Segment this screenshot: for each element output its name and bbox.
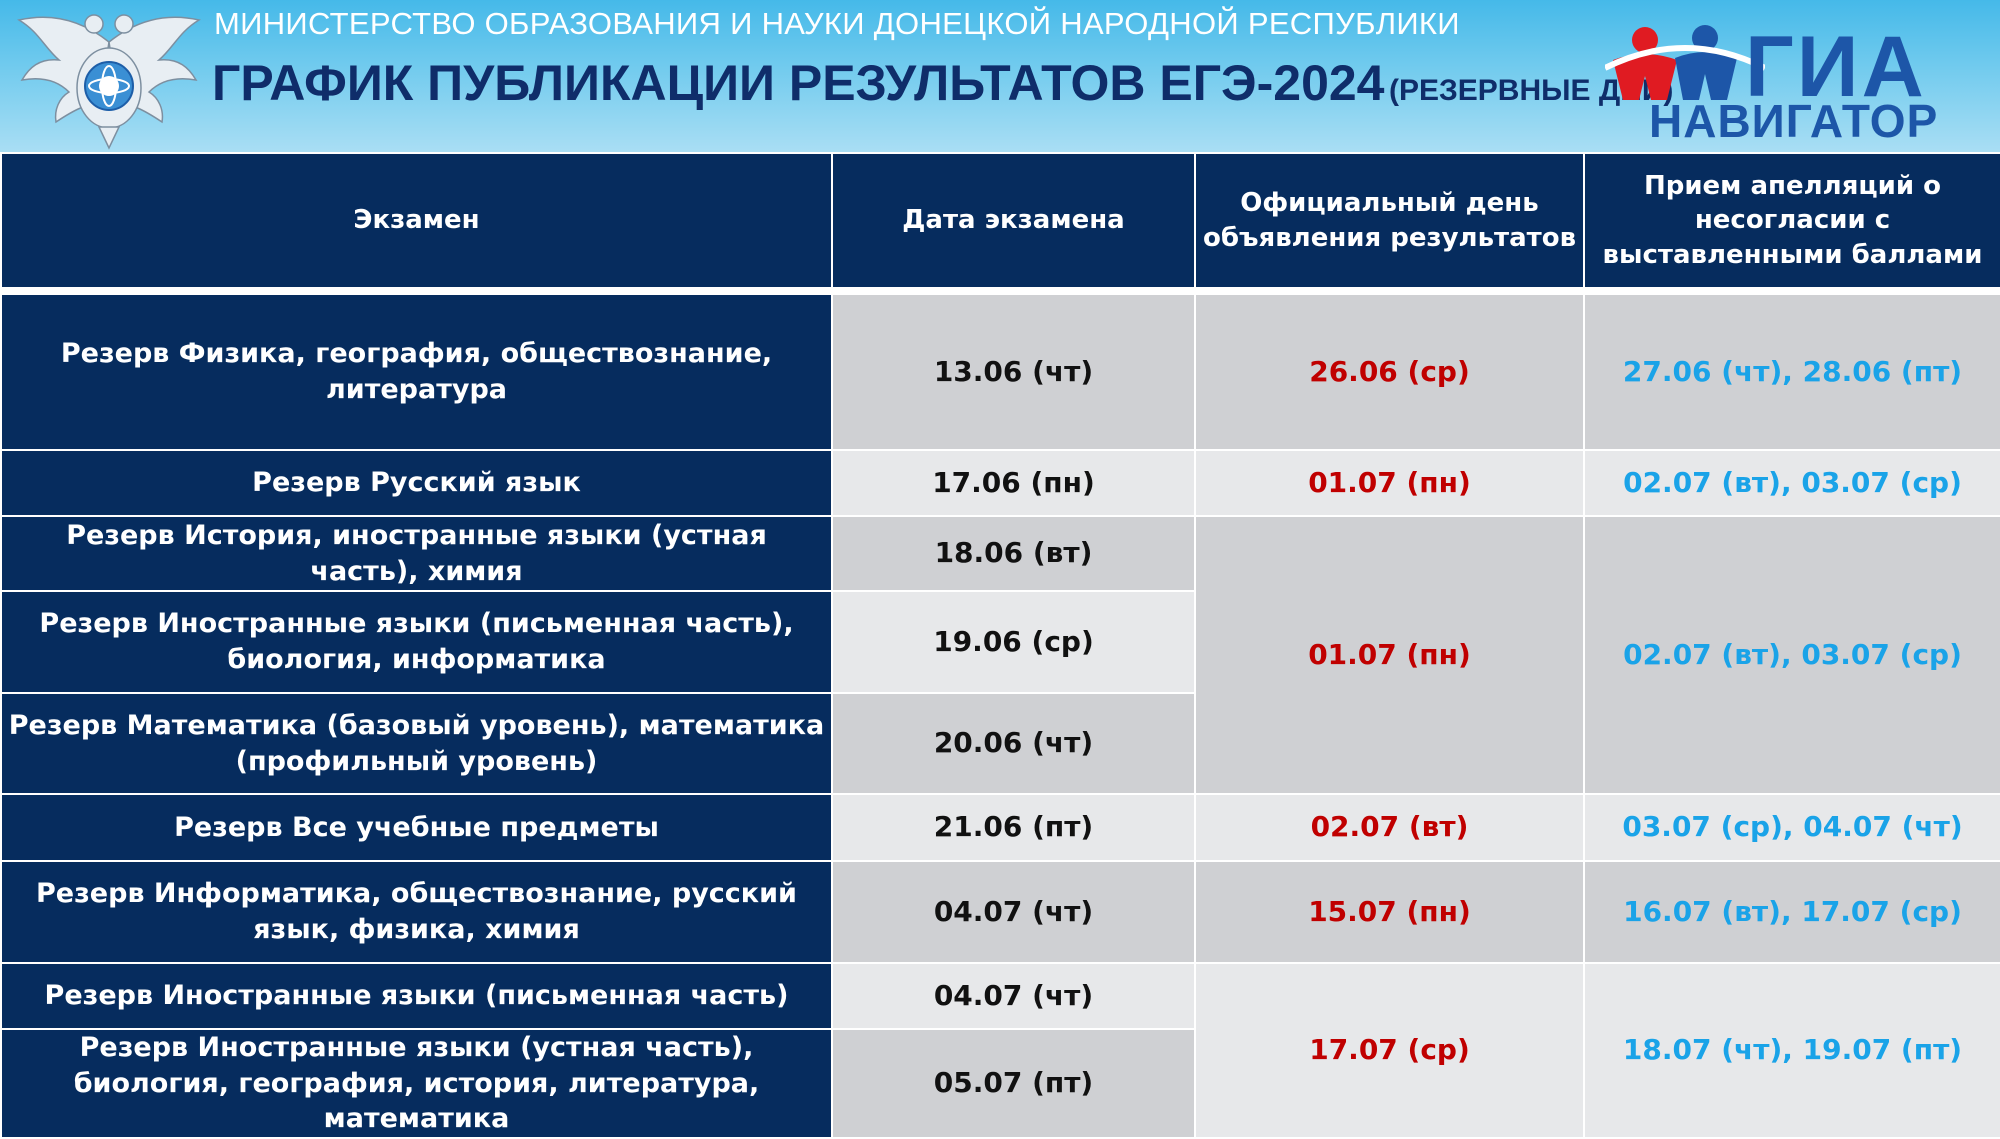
table-row bbox=[1, 794, 2000, 861]
exam-cell: Резерв История, иностранные языки (устная часть), химия bbox=[1, 516, 832, 591]
column-header-results-day: Официальный день объявления результатов bbox=[1195, 153, 1584, 291]
ministry-name: МИНИСТЕРСТВО ОБРАЗОВАНИЯ И НАУКИ ДОНЕЦКОЙ НАРОДНОЙ РЕСПУБЛИКИ bbox=[214, 6, 1460, 41]
table-header-row bbox=[1, 153, 2000, 291]
results-day-cell: 26.06 (ср) bbox=[1195, 291, 1584, 450]
column-header-exam: Экзамен bbox=[1, 153, 832, 291]
exam-cell: Резерв Иностранные языки (письменная часть), биология, информатика bbox=[1, 591, 832, 693]
exam-cell: Резерв Все учебные предметы bbox=[1, 794, 832, 861]
table-row bbox=[1, 516, 2000, 591]
gia-navigator-logo bbox=[1595, 20, 1990, 150]
eagle-emblem-icon bbox=[14, 2, 204, 150]
results-day-cell: 01.07 (пн) bbox=[1195, 516, 1584, 794]
exam-date-cell: 13.06 (чт) bbox=[832, 291, 1195, 450]
appeal-dates-cell: 02.07 (вт), 03.07 (ср) bbox=[1584, 450, 2000, 516]
column-header-appeals: Прием апелляций о несогласии с выставленными баллами bbox=[1584, 153, 2000, 291]
title-main: ГРАФИК ПУБЛИКАЦИИ РЕЗУЛЬТАТОВ ЕГЭ-2024 bbox=[212, 55, 1385, 111]
exam-date-cell: 17.06 (пн) bbox=[832, 450, 1195, 516]
exam-cell: Резерв Информатика, обществознание, русский язык, физика, химия bbox=[1, 861, 832, 963]
table-row bbox=[1, 450, 2000, 516]
appeal-dates-cell: 16.07 (вт), 17.07 (ср) bbox=[1584, 861, 2000, 963]
table-row bbox=[1, 291, 2000, 450]
results-day-cell: 17.07 (ср) bbox=[1195, 963, 1584, 1138]
appeal-dates-cell: 27.06 (чт), 28.06 (пт) bbox=[1584, 291, 2000, 450]
results-day-cell: 01.07 (пн) bbox=[1195, 450, 1584, 516]
logo-gia-text: ГИА bbox=[1745, 19, 1927, 115]
exam-cell: Резерв Иностранные языки (устная часть), биология, география, история, литература, математика bbox=[1, 1029, 832, 1138]
exam-cell: Резерв Математика (базовый уровень), математика (профильный уровень) bbox=[1, 693, 832, 794]
title-subtitle: (РЕЗЕРВНЫЕ ДНИ) bbox=[1388, 74, 1674, 107]
exam-cell: Резерв Иностранные языки (письменная часть) bbox=[1, 963, 832, 1029]
exam-date-cell: 20.06 (чт) bbox=[832, 693, 1195, 794]
results-day-cell: 15.07 (пн) bbox=[1195, 861, 1584, 963]
appeal-dates-cell: 18.07 (чт), 19.07 (пт) bbox=[1584, 963, 2000, 1138]
exam-date-cell: 04.07 (чт) bbox=[832, 861, 1195, 963]
header-banner bbox=[0, 0, 2000, 152]
results-day-cell: 02.07 (вт) bbox=[1195, 794, 1584, 861]
exam-cell: Резерв Физика, география, обществознание, литература bbox=[1, 291, 832, 450]
exam-date-cell: 19.06 (ср) bbox=[832, 591, 1195, 693]
exam-date-cell: 21.06 (пт) bbox=[832, 794, 1195, 861]
people-figures-icon bbox=[1605, 24, 1765, 104]
exam-date-cell: 18.06 (вт) bbox=[832, 516, 1195, 591]
column-header-exam-date: Дата экзамена bbox=[832, 153, 1195, 291]
exam-date-cell: 05.07 (пт) bbox=[832, 1029, 1195, 1138]
results-schedule-table bbox=[0, 152, 2000, 1139]
appeal-dates-cell: 03.07 (ср), 04.07 (чт) bbox=[1584, 794, 2000, 861]
logo-navigator-text: НАВИГАТОР bbox=[1649, 95, 1939, 147]
exam-date-cell: 04.07 (чт) bbox=[832, 963, 1195, 1029]
exam-cell: Резерв Русский язык bbox=[1, 450, 832, 516]
table-row bbox=[1, 861, 2000, 963]
appeal-dates-cell: 02.07 (вт), 03.07 (ср) bbox=[1584, 516, 2000, 794]
page-title bbox=[212, 54, 1673, 112]
table-row bbox=[1, 963, 2000, 1029]
